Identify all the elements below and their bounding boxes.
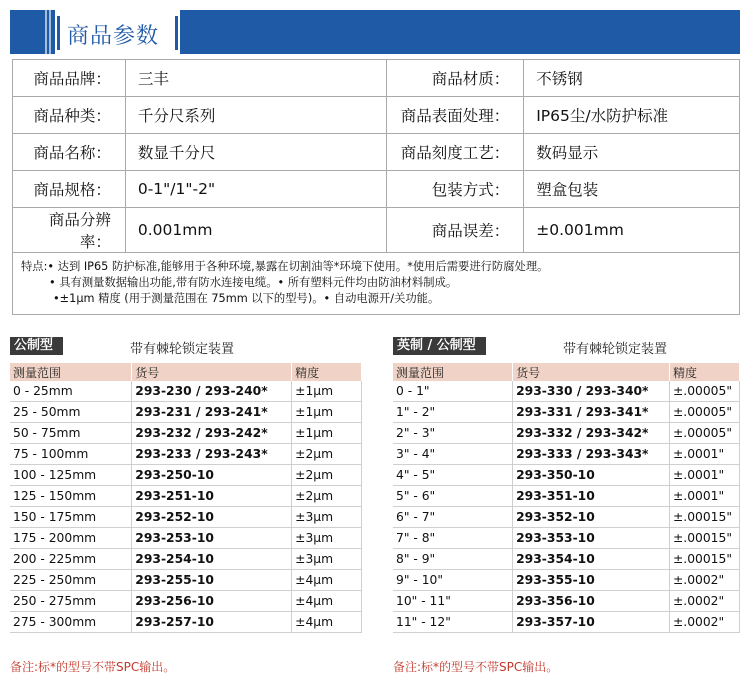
spec-value: 数码显示 <box>524 134 740 171</box>
spec-label: 商品材质： <box>387 60 524 97</box>
spec-value: ±0.001mm <box>524 208 740 253</box>
range-cell: 9" - 10" <box>393 570 513 591</box>
accuracy-cell: ±3μm <box>292 507 362 528</box>
imperial-tag: 英制 / 公制型 <box>393 337 486 355</box>
part-number-cell: 293-250-10 <box>132 465 292 486</box>
table-row <box>393 549 740 570</box>
spec-label: 商品名称： <box>13 134 126 171</box>
accuracy-cell: ±.0002" <box>670 612 740 633</box>
spec-value: 数显千分尺 <box>125 134 387 171</box>
column-header: 货号 <box>132 363 292 381</box>
spec-label: 包装方式： <box>387 171 524 208</box>
table-row <box>393 381 740 402</box>
table-row <box>10 381 362 402</box>
banner-title: 商品参数 <box>67 24 160 49</box>
banner-stripes <box>44 10 55 54</box>
accuracy-cell: ±2μm <box>292 465 362 486</box>
accuracy-cell: ±.00005" <box>670 381 740 402</box>
range-cell: 1" - 2" <box>393 402 513 423</box>
table-row <box>10 591 362 612</box>
table-row <box>10 549 362 570</box>
range-cell: 50 - 75mm <box>10 423 132 444</box>
accuracy-cell: ±3μm <box>292 549 362 570</box>
part-number-cell: 293-251-10 <box>132 486 292 507</box>
range-cell: 150 - 175mm <box>10 507 132 528</box>
accuracy-cell: ±.00005" <box>670 402 740 423</box>
spec-value: 千分尺系列 <box>125 97 387 134</box>
spec-label: 商品品牌： <box>13 60 126 97</box>
spec-table <box>12 59 740 253</box>
range-cell: 200 - 225mm <box>10 549 132 570</box>
column-header: 测量范围 <box>10 363 132 381</box>
table-row <box>10 528 362 549</box>
part-number-cell: 293-354-10 <box>513 549 670 570</box>
table-row <box>10 507 362 528</box>
spec-label: 商品规格： <box>13 171 126 208</box>
metric-section <box>10 337 362 633</box>
part-number-cell: 293-231 / 293-241* <box>132 402 292 423</box>
accuracy-cell: ±.00015" <box>670 507 740 528</box>
part-number-cell: 293-332 / 293-342* <box>513 423 670 444</box>
part-number-cell: 293-256-10 <box>132 591 292 612</box>
accuracy-cell: ±2μm <box>292 486 362 507</box>
accuracy-cell: ±4μm <box>292 612 362 633</box>
range-cell: 225 - 250mm <box>10 570 132 591</box>
part-number-cell: 293-351-10 <box>513 486 670 507</box>
part-number-cell: 293-257-10 <box>132 612 292 633</box>
range-cell: 250 - 275mm <box>10 591 132 612</box>
part-number-cell: 293-356-10 <box>513 591 670 612</box>
accuracy-cell: ±1μm <box>292 381 362 402</box>
spec-row <box>13 171 740 208</box>
accuracy-cell: ±.00005" <box>670 423 740 444</box>
accuracy-cell: ±.00015" <box>670 549 740 570</box>
spec-value: 塑盒包装 <box>524 171 740 208</box>
accuracy-cell: ±2μm <box>292 444 362 465</box>
part-number-cell: 293-353-10 <box>513 528 670 549</box>
range-cell: 75 - 100mm <box>10 444 132 465</box>
table-row <box>10 570 362 591</box>
spec-row <box>13 97 740 134</box>
spec-row <box>13 134 740 171</box>
range-cell: 5" - 6" <box>393 486 513 507</box>
spec-value: 三丰 <box>125 60 387 97</box>
column-header: 测量范围 <box>393 363 513 381</box>
accuracy-cell: ±.0001" <box>670 465 740 486</box>
metric-footnote: 备注:标*的型号不带SPC输出。 <box>10 660 176 674</box>
spec-value: IP65尘/水防护标准 <box>524 97 740 134</box>
part-number-cell: 293-355-10 <box>513 570 670 591</box>
column-header: 精度 <box>292 363 362 381</box>
range-cell: 11" - 12" <box>393 612 513 633</box>
table-row <box>10 402 362 423</box>
part-number-cell: 293-352-10 <box>513 507 670 528</box>
accuracy-cell: ±.0002" <box>670 591 740 612</box>
table-row <box>10 444 362 465</box>
part-number-cell: 293-230 / 293-240* <box>132 381 292 402</box>
part-number-cell: 293-350-10 <box>513 465 670 486</box>
spec-row <box>13 60 740 97</box>
imperial-section <box>393 337 740 633</box>
accuracy-cell: ±1μm <box>292 402 362 423</box>
table-row <box>10 612 362 633</box>
accuracy-cell: ±.00015" <box>670 528 740 549</box>
imperial-table <box>393 363 740 633</box>
spec-label: 商品分辨率： <box>13 208 126 253</box>
accuracy-cell: ±4μm <box>292 570 362 591</box>
table-row <box>393 591 740 612</box>
part-number-cell: 293-330 / 293-340* <box>513 381 670 402</box>
spec-label: 商品表面处理： <box>387 97 524 134</box>
range-cell: 4" - 5" <box>393 465 513 486</box>
table-row <box>393 570 740 591</box>
part-number-cell: 293-233 / 293-243* <box>132 444 292 465</box>
part-number-cell: 293-232 / 293-242* <box>132 423 292 444</box>
note-line: •±1μm 精度 (用于测量范围在 75mm 以下的型号)。• 自动电源开/关功能。 <box>53 292 440 305</box>
range-cell: 125 - 150mm <box>10 486 132 507</box>
range-cell: 6" - 7" <box>393 507 513 528</box>
part-number-cell: 293-253-10 <box>132 528 292 549</box>
accuracy-cell: ±.0001" <box>670 486 740 507</box>
column-header: 货号 <box>513 363 670 381</box>
metric-subtitle: 带有棘轮锁定装置 <box>130 342 235 357</box>
metric-table <box>10 363 362 633</box>
imperial-subtitle: 带有棘轮锁定装置 <box>563 342 668 357</box>
range-cell: 10" - 11" <box>393 591 513 612</box>
range-cell: 0 - 25mm <box>10 381 132 402</box>
table-row <box>393 612 740 633</box>
table-row <box>10 423 362 444</box>
table-row <box>393 507 740 528</box>
spec-label: 商品误差： <box>387 208 524 253</box>
range-cell: 3" - 4" <box>393 444 513 465</box>
spec-value: 不锈钢 <box>524 60 740 97</box>
accuracy-cell: ±.0002" <box>670 570 740 591</box>
table-row <box>393 402 740 423</box>
banner-title-box <box>55 10 180 54</box>
table-row <box>10 486 362 507</box>
range-cell: 100 - 125mm <box>10 465 132 486</box>
spec-value: 0.001mm <box>125 208 387 253</box>
table-row <box>393 486 740 507</box>
range-cell: 275 - 300mm <box>10 612 132 633</box>
metric-tag: 公制型 <box>10 337 63 355</box>
part-number-cell: 293-331 / 293-341* <box>513 402 670 423</box>
accuracy-cell: ±4μm <box>292 591 362 612</box>
range-cell: 2" - 3" <box>393 423 513 444</box>
accuracy-cell: ±3μm <box>292 528 362 549</box>
table-row <box>393 465 740 486</box>
part-number-cell: 293-333 / 293-343* <box>513 444 670 465</box>
part-number-cell: 293-255-10 <box>132 570 292 591</box>
table-row <box>393 423 740 444</box>
spec-value: 0-1"/1"-2" <box>125 171 387 208</box>
column-header: 精度 <box>670 363 740 381</box>
note-line: 特点:• 达到 IP65 防护标准,能够用于各种环境,暴露在切割油等*环境下使用。*使用后需要进行防腐处理。 <box>21 260 549 273</box>
range-cell: 7" - 8" <box>393 528 513 549</box>
part-number-cell: 293-357-10 <box>513 612 670 633</box>
spec-row <box>13 208 740 253</box>
part-number-cell: 293-254-10 <box>132 549 292 570</box>
range-cell: 25 - 50mm <box>10 402 132 423</box>
accuracy-cell: ±1μm <box>292 423 362 444</box>
range-cell: 175 - 200mm <box>10 528 132 549</box>
spec-label: 商品刻度工艺： <box>387 134 524 171</box>
range-cell: 0 - 1" <box>393 381 513 402</box>
part-number-cell: 293-252-10 <box>132 507 292 528</box>
table-row <box>393 528 740 549</box>
features-notes <box>12 249 740 315</box>
range-cell: 8" - 9" <box>393 549 513 570</box>
spec-label: 商品种类： <box>13 97 126 134</box>
note-line: • 具有测量数据输出功能,带有防水连接电缆。• 所有塑料元件均由防油材料制成。 <box>49 276 458 289</box>
imperial-footnote: 备注:标*的型号不带SPC输出。 <box>393 660 559 674</box>
table-row <box>10 465 362 486</box>
accuracy-cell: ±.0001" <box>670 444 740 465</box>
table-row <box>393 444 740 465</box>
